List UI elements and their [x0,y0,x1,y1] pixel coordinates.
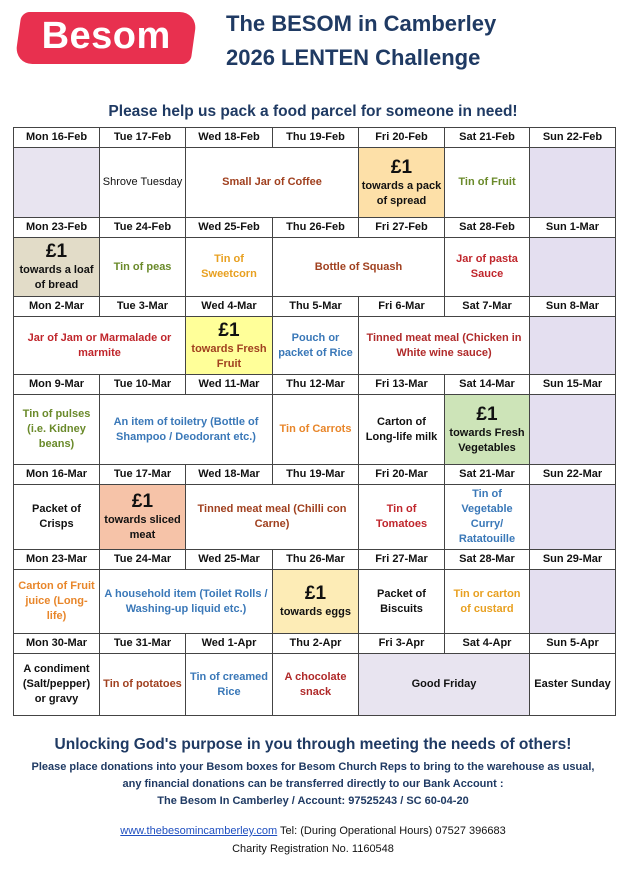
date-cell: Tue 24-Mar [100,550,186,570]
donation-amount: £1 [304,583,327,604]
date-cell: Wed 25-Feb [186,218,273,238]
instructions-line2: any financial donations can be transferred directly to our Bank Account : [122,778,504,790]
item-text: Jar of Jam or Marmalade or marmite [27,331,172,359]
item-cell [445,238,530,297]
donation-text: towards eggs [280,606,351,618]
item-text: Tin of pulses (i.e. Kidney beans) [22,408,91,450]
item-text: A chocolate snack [284,670,347,698]
sunday-cell [530,238,616,297]
item-cell [186,238,273,297]
item-text: Tin of potatoes [103,678,182,690]
sunday-cell [530,570,616,634]
item-cell [100,395,273,465]
date-cell: Tue 10-Mar [100,375,186,395]
phone-text: Tel: (During Operational Hours) 07527 396683 [277,825,506,837]
date-cell: Wed 18-Mar [186,465,273,485]
date-cell: Sat 4-Apr [445,634,530,654]
item-text: A household item (Toilet Rolls / Washing-up liquid etc.) [104,587,268,615]
date-cell: Thu 2-Apr [273,634,359,654]
easter-sunday-cell [530,654,616,716]
date-cell: Mon 9-Mar [14,375,100,395]
item-cell [14,395,100,465]
donation-text: towards Fresh Vegetables [449,426,525,454]
item-cell [445,485,530,550]
donation-cell [186,317,273,375]
item-text: Easter Sunday [534,678,611,690]
donation-amount: £1 [45,241,68,262]
date-cell: Sat 21-Mar [445,465,530,485]
item-text: Carton of Long-life milk [365,415,438,443]
donation-text: towards a pack of spread [361,179,442,207]
date-cell: Mon 23-Mar [14,550,100,570]
date-cell: Mon 16-Feb [14,128,100,148]
item-text: Tin of Vegetable Curry/ Ratatouille [458,488,516,545]
donation-text: towards sliced meat [104,514,181,541]
item-row [14,317,616,375]
item-text: Packet of Biscuits [377,587,426,615]
contact-info [0,822,626,858]
sunday-cell [530,317,616,375]
donation-cell [359,148,445,218]
item-text: Jar of pasta Sauce [456,253,518,280]
item-row [14,395,616,465]
date-cell: Thu 26-Feb [273,218,359,238]
item-cell [273,238,445,297]
item-row [14,485,616,550]
item-row [14,570,616,634]
date-cell: Tue 17-Feb [100,128,186,148]
item-cell [100,238,186,297]
item-cell [14,485,100,550]
item-text: Tin of Sweetcorn [201,253,257,280]
item-cell [14,570,100,634]
date-cell: Mon 16-Mar [14,465,100,485]
item-text: Small Jar of Coffee [222,176,322,188]
date-cell: Sat 7-Mar [445,297,530,317]
date-cell: Mon 2-Mar [14,297,100,317]
item-text: Tin of Carrots [279,423,352,435]
donation-amount: £1 [218,319,240,341]
item-text: Tin of peas [113,260,172,273]
date-cell: Wed 11-Mar [186,375,273,395]
date-cell: Sat 14-Mar [445,375,530,395]
item-cell [445,570,530,634]
page-title-line1: The BESOM in Camberley [226,11,497,36]
instructions-line1: Please place donations into your Besom boxes for Besom Church Reps to bring to the warehouse as usual, [31,761,595,773]
date-cell: Sun 8-Mar [530,297,616,317]
date-row [14,218,616,238]
date-cell: Fri 27-Feb [359,218,445,238]
website-link[interactable]: www.thebesomincamberley.com [120,825,278,837]
item-cell [273,317,359,375]
page-title-line2: 2026 LENTEN Challenge [226,45,481,70]
date-cell: Thu 5-Mar [273,297,359,317]
date-cell: Sun 1-Mar [530,218,616,238]
item-cell [359,317,530,375]
logo-text: Besom [41,15,171,57]
date-cell: Tue 17-Mar [100,465,186,485]
donation-text: towards a loaf of bread [19,264,94,291]
item-row [14,238,616,297]
item-cell [359,570,445,634]
item-text: Good Friday [411,678,477,690]
date-cell: Sun 22-Mar [530,465,616,485]
date-cell: Fri 20-Mar [359,465,445,485]
date-cell: Thu 19-Feb [273,128,359,148]
item-cell [359,395,445,465]
empty-cell [14,148,100,218]
item-cell [186,148,359,218]
item-text: Tin of Tomatoes [375,503,428,530]
date-row [14,128,616,148]
date-cell: Wed 1-Apr [186,634,273,654]
date-row [14,634,616,654]
date-cell: Fri 27-Mar [359,550,445,570]
item-cell [445,148,530,218]
date-cell: Sat 28-Mar [445,550,530,570]
donation-cell [100,485,186,550]
item-text: An item of toiletry (Bottle of Shampoo / Deodorant etc.) [113,415,259,443]
item-text: Tin of creamed Rice [189,670,269,698]
page-subtitle: Please help us pack a food parcel for someone in need! [108,103,518,120]
item-text: A condiment (Salt/pepper) or gravy [22,663,91,705]
date-row [14,550,616,570]
item-cell [186,485,359,550]
date-cell: Mon 30-Mar [14,634,100,654]
date-cell: Wed 25-Mar [186,550,273,570]
donation-cell [445,395,530,465]
donation-amount: £1 [476,403,498,425]
donation-amount: £1 [390,156,413,178]
sunday-cell [530,395,616,465]
date-cell: Wed 4-Mar [186,297,273,317]
item-cell [273,654,359,716]
date-cell: Sun 29-Mar [530,550,616,570]
good-friday-cell [359,654,530,716]
date-cell: Sat 21-Feb [445,128,530,148]
date-cell: Mon 23-Feb [14,218,100,238]
besom-logo [14,12,197,64]
item-text: Pouch or packet of Rice [278,331,353,359]
item-text: Packet of Crisps [32,503,81,530]
sunday-cell [530,485,616,550]
item-cell [14,654,100,716]
item-text: Carton of Fruit juice (Long-life) [18,580,95,622]
item-cell [186,654,273,716]
date-cell: Thu 19-Mar [273,465,359,485]
item-cell [273,395,359,465]
date-cell: Sun 5-Apr [530,634,616,654]
date-cell: Tue 31-Mar [100,634,186,654]
date-row [14,297,616,317]
item-text: Shrove Tuesday [102,176,183,188]
bank-account-line: The Besom In Camberley / Account: 97525243 / SC 60-04-20 [157,795,469,807]
date-cell: Tue 3-Mar [100,297,186,317]
donation-text: towards Fresh Fruit [191,342,267,370]
donation-instructions [0,759,626,810]
charity-registration: Charity Registration No. 1160548 [232,843,394,855]
donation-cell [273,570,359,634]
lenten-calendar [13,127,616,716]
item-text: Tinned meat meal (Chicken in White wine sauce) [366,331,522,359]
item-cell [100,654,186,716]
item-text: Tinned meat meal (Chilli con Carne) [197,503,347,530]
item-text: Tin of Fruit [458,176,516,188]
item-text: Bottle of Squash [314,260,403,273]
item-row [14,148,616,218]
item-cell [100,148,186,218]
item-cell [359,485,445,550]
date-cell: Sat 28-Feb [445,218,530,238]
tagline: Unlocking God's purpose in you through meeting the needs of others! [54,736,572,753]
item-cell [100,570,273,634]
date-cell: Fri 6-Mar [359,297,445,317]
date-cell: Sun 22-Feb [530,128,616,148]
donation-cell [14,238,100,297]
sunday-cell [530,148,616,218]
item-row [14,654,616,716]
date-row [14,375,616,395]
date-cell: Sun 15-Mar [530,375,616,395]
date-row [14,465,616,485]
date-cell: Fri 13-Mar [359,375,445,395]
item-cell [14,317,186,375]
date-cell: Thu 26-Mar [273,550,359,570]
date-cell: Tue 24-Feb [100,218,186,238]
date-cell: Fri 3-Apr [359,634,445,654]
date-cell: Thu 12-Mar [273,375,359,395]
donation-amount: £1 [131,491,154,512]
date-cell: Wed 18-Feb [186,128,273,148]
date-cell: Fri 20-Feb [359,128,445,148]
item-text: Tin or carton of custard [453,587,521,615]
